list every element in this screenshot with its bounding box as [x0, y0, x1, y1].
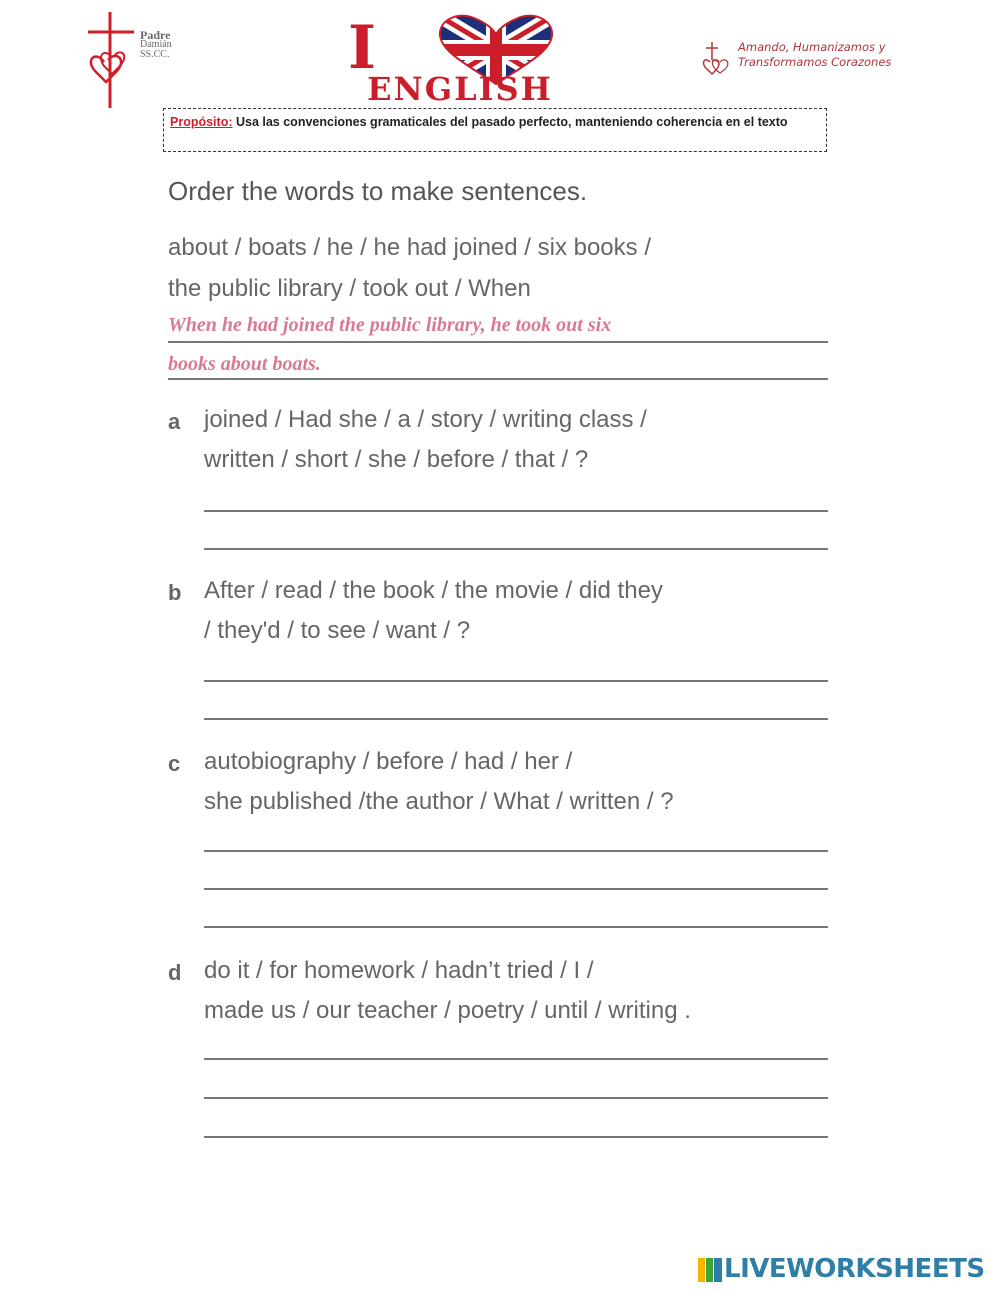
purpose-label: Propósito: — [170, 115, 233, 129]
item-c-answer-line-1[interactable] — [204, 850, 828, 852]
example-answer-rule-2 — [168, 378, 828, 380]
example-words-line-2: the public library / took out / When — [168, 275, 531, 302]
banner-english-word: ENGLISH — [367, 70, 553, 108]
item-a-words-line-1: joined / Had she / a / story / writing class / — [204, 406, 647, 433]
item-b-letter: b — [168, 580, 182, 605]
item-d-answer-line-3[interactable] — [204, 1136, 828, 1138]
motto-line-1: Amando, Humanizamos y — [738, 40, 886, 54]
logo-line-2: Damián — [140, 39, 172, 50]
item-d-words-line-2: made us / our teacher / poetry / until / writing . — [204, 997, 691, 1024]
item-c-words-line-2: she published /the author / What / written / ? — [204, 788, 674, 815]
item-c-words-line-1: autobiography / before / had / her / — [204, 748, 573, 775]
hearts-cross-icon — [700, 40, 736, 76]
item-b-words-line-1: After / read / the book / the movie / did they — [204, 577, 663, 604]
item-c-letter: c — [168, 751, 181, 776]
item-d-answer-line-1[interactable] — [204, 1058, 828, 1060]
item-a-answer-line-2[interactable] — [204, 548, 828, 550]
liveworksheets-brand: LIVEWORKSHEETS — [724, 1254, 985, 1284]
padre-damian-logo-text — [140, 30, 172, 60]
exercise-instruction: Order the words to make sentences. — [168, 176, 588, 206]
school-motto — [738, 40, 938, 70]
example-answer-line-2: books about boats. — [168, 353, 321, 375]
item-a-words-line-2: written / short / she / before / that / ? — [204, 446, 589, 473]
item-c-answer-line-3[interactable] — [204, 926, 828, 928]
purpose-box — [163, 108, 827, 152]
logo-line-1: Padre — [140, 28, 171, 42]
example-answer-line-1: When he had joined the public library, he took out six — [168, 314, 612, 336]
liveworksheets-logo-icon — [698, 1258, 722, 1282]
banner-i-letter: I — [348, 13, 377, 83]
item-b-words-line-2: / they'd / to see / want / ? — [204, 617, 471, 644]
item-b-answer-line-2[interactable] — [204, 718, 828, 720]
item-d-words-line-1: do it / for homework / hadn’t tried / I / — [204, 957, 594, 984]
example-answer-rule-1 — [168, 341, 828, 343]
item-d-letter: d — [168, 960, 182, 985]
item-a-letter: a — [168, 409, 181, 434]
item-b-answer-line-1[interactable] — [204, 680, 828, 682]
logo-line-3: SS.CC. — [140, 49, 170, 60]
purpose-text: Usa las convenciones gramaticales del pasado perfecto, manteniendo coherencia en el texto — [232, 115, 788, 129]
item-d-answer-line-2[interactable] — [204, 1097, 828, 1099]
item-a-answer-line-1[interactable] — [204, 510, 828, 512]
example-words-line-1: about / boats / he / he had joined / six books / — [168, 234, 651, 261]
motto-line-2: Transformamos Corazones — [738, 55, 892, 69]
item-c-answer-line-2[interactable] — [204, 888, 828, 890]
padre-damian-logo — [82, 10, 182, 110]
